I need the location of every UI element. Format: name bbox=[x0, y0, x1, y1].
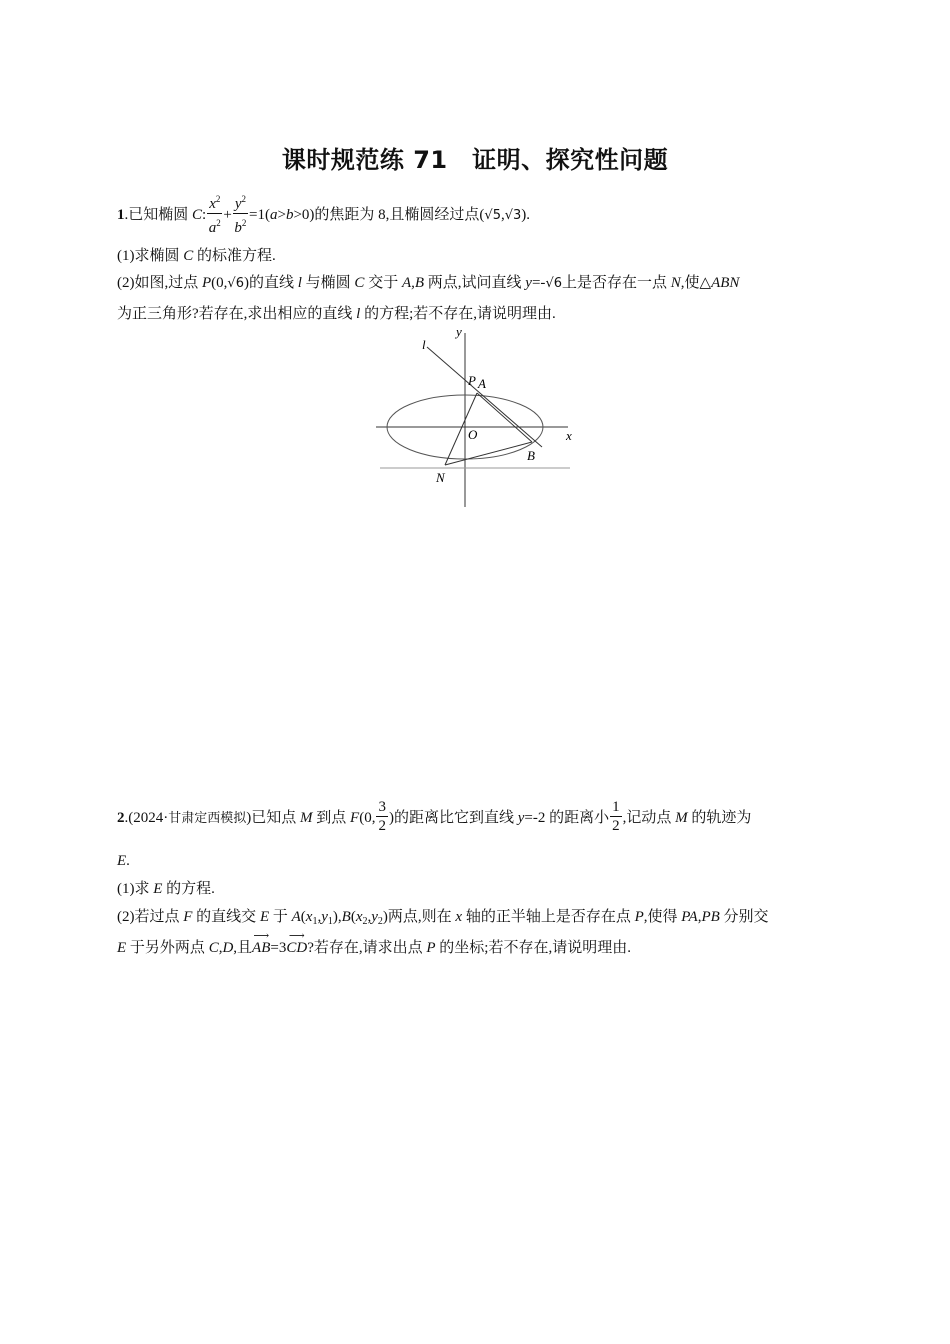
var-b: b bbox=[234, 220, 242, 236]
label-l: l bbox=[422, 337, 426, 352]
vector-CD bbox=[286, 930, 308, 958]
var-ABN: ABN bbox=[711, 275, 740, 291]
q1-part1-text: 的标准方程. bbox=[193, 248, 276, 264]
var-b: b bbox=[285, 206, 294, 223]
vector-label: AB bbox=[252, 940, 271, 956]
denominator: 2 bbox=[612, 818, 620, 834]
var-x: x bbox=[455, 909, 463, 925]
var-AB: A,B bbox=[401, 275, 425, 291]
sqrt6-glyph: √6 bbox=[545, 276, 562, 291]
var-PB: PB bbox=[701, 909, 720, 925]
exp-2: 2 bbox=[216, 218, 221, 228]
subscript: 1 bbox=[327, 916, 333, 927]
fraction-1-2 bbox=[610, 798, 622, 835]
var-N: N bbox=[670, 275, 681, 291]
label-y: y bbox=[456, 325, 462, 339]
label-O: O bbox=[468, 427, 478, 442]
var-C: C bbox=[192, 206, 203, 223]
q1-text: ). bbox=[521, 206, 531, 223]
fraction-x2-a2 bbox=[207, 190, 222, 237]
q2-part2-text: 的直线交 bbox=[192, 909, 260, 925]
q2-part2-text: 于另外两点 bbox=[126, 940, 209, 956]
exp-2: 2 bbox=[215, 194, 221, 204]
var-M: M bbox=[675, 809, 688, 826]
label-A: A bbox=[478, 376, 486, 391]
q2-text: =-2 的距离小 bbox=[524, 809, 610, 826]
q1-part2-text: ,使△ bbox=[680, 275, 712, 291]
var-CD: C,D bbox=[208, 940, 234, 956]
q1-part2-text: 与椭圆 bbox=[301, 275, 355, 291]
q2-source: 甘肃定西模拟 bbox=[168, 809, 247, 825]
subscript: 2 bbox=[377, 916, 383, 927]
q1-text: .已知椭圆 bbox=[124, 206, 193, 223]
var-y: y bbox=[371, 909, 378, 925]
var-x: x bbox=[305, 909, 313, 925]
q1-part2-text: 上是否存在一点 bbox=[562, 275, 671, 291]
numerator: 3 bbox=[378, 799, 386, 815]
var-y: y bbox=[517, 809, 525, 826]
numerator: 1 bbox=[612, 799, 620, 815]
q1-part2-text: )的直线 bbox=[243, 275, 298, 291]
q1-part2-text: 两点,试问直线 bbox=[424, 275, 526, 291]
q1-part2-cont bbox=[117, 304, 837, 324]
var-a: a bbox=[269, 206, 278, 223]
q2-part1 bbox=[117, 879, 837, 899]
colon: : bbox=[202, 206, 207, 223]
q2-part2-text: ,且 bbox=[233, 940, 253, 956]
q1-stem bbox=[117, 192, 837, 239]
var-E: E bbox=[259, 909, 270, 925]
var-C: C bbox=[354, 275, 365, 291]
q2-part2-text: =3 bbox=[270, 940, 287, 956]
q2-part1-text: (1)求 bbox=[117, 881, 154, 897]
label-x: x bbox=[566, 428, 572, 443]
equation-rhs: =1( bbox=[249, 206, 270, 223]
var-P: P bbox=[426, 940, 436, 956]
q2-part2-text: (2)若过点 bbox=[117, 909, 184, 925]
vector-arrow-icon: ⟶ bbox=[288, 930, 305, 942]
label-B: B bbox=[527, 448, 535, 463]
var-P: P bbox=[202, 275, 212, 291]
q2-stem bbox=[117, 800, 837, 837]
q2-stem-cont bbox=[117, 851, 837, 871]
exp-2: 2 bbox=[241, 194, 247, 204]
var-C: C bbox=[183, 248, 194, 264]
q2-text: 到点 bbox=[312, 809, 351, 826]
q2-text: 的轨迹为 bbox=[687, 809, 752, 826]
q2-part2-text: 于 bbox=[269, 909, 292, 925]
q1-part2-text: =- bbox=[531, 275, 546, 291]
q2-part2-text: ,使得 bbox=[643, 909, 682, 925]
q2-number: 2 bbox=[117, 809, 125, 826]
var-B: B bbox=[341, 909, 351, 925]
q2-part2-text: ?若存在,请求出点 bbox=[307, 940, 427, 956]
denominator: 2 bbox=[378, 818, 386, 834]
q2-text: .(2024· bbox=[124, 809, 169, 826]
var-A: A bbox=[291, 909, 301, 925]
var-y: y bbox=[525, 275, 532, 291]
var-E: E bbox=[153, 881, 163, 897]
var-E: E bbox=[117, 853, 127, 869]
subscript: 2 bbox=[362, 916, 368, 927]
var-F: F bbox=[183, 909, 193, 925]
gt-sign: > bbox=[277, 206, 286, 223]
var-l: l bbox=[297, 275, 302, 291]
q2-part2-text: 分别交 bbox=[719, 909, 769, 925]
subscript: 1 bbox=[312, 916, 318, 927]
vector-AB bbox=[252, 930, 271, 958]
comma: , bbox=[697, 909, 702, 925]
q2-part1-text: 的方程. bbox=[162, 881, 215, 897]
q2-part2: (2)若过点 F 的直线交 E 于 $A(x_1,y_1),B(x_2,y_2)$两点,则在 x 轴的正半轴上是否存在点 P,使得 PA,PB 分别交 bbox=[117, 909, 769, 927]
line-l bbox=[427, 347, 542, 447]
var-P: P bbox=[634, 909, 644, 925]
ellipse-diagram bbox=[370, 325, 590, 511]
segment-NB bbox=[445, 442, 532, 465]
q1-part1-text: (1)求椭圆 bbox=[117, 248, 184, 264]
q1-text: >0)的焦距为 8,且椭圆经过点( bbox=[293, 206, 485, 223]
exp-2: 2 bbox=[241, 218, 247, 228]
q2-text: . bbox=[126, 853, 130, 869]
sqrt3-glyph: √3 bbox=[504, 207, 522, 223]
sqrt5-glyph: √5 bbox=[484, 207, 501, 223]
page-title: 课时规范练 71 证明、探究性问题 bbox=[281, 146, 669, 174]
vector-arrow-icon: ⟶ bbox=[253, 930, 270, 942]
q1-part2-text: 的方程;若不存在,请说明理由. bbox=[360, 306, 556, 322]
q1-number: 1 bbox=[117, 206, 125, 223]
var-x: x bbox=[209, 196, 216, 212]
q2-part2-text: 的坐标;若不存在,请说明理由. bbox=[435, 940, 631, 956]
q2-part2-cont bbox=[117, 930, 837, 958]
q1-part2-text: (0, bbox=[211, 275, 228, 291]
q1-part1 bbox=[117, 246, 837, 266]
fraction-y2-b2 bbox=[233, 190, 248, 237]
q2-text: ,记动点 bbox=[622, 809, 676, 826]
label-N: N bbox=[436, 470, 445, 485]
q1-part2 bbox=[117, 273, 837, 294]
var-l: l bbox=[356, 306, 361, 322]
var-M: M bbox=[300, 809, 313, 826]
fraction-3-2 bbox=[376, 798, 388, 835]
q1-part2-text: (2)如图,过点 bbox=[117, 275, 202, 291]
var-PA: PA bbox=[681, 909, 698, 925]
var-x: x bbox=[355, 909, 363, 925]
comma: , bbox=[500, 206, 505, 223]
segment-AB bbox=[477, 393, 532, 442]
var-y: y bbox=[234, 196, 242, 212]
q1-part2-text: 为正三角形?若存在,求出相应的直线 bbox=[117, 306, 357, 322]
q2-part2-text: 两点,则在 bbox=[387, 909, 456, 925]
q2-part2-text: 轴的正半轴上是否存在点 bbox=[462, 909, 635, 925]
q2-text: )的距离比它到直线 bbox=[388, 809, 518, 826]
var-a: a bbox=[208, 220, 217, 236]
sqrt6-glyph: √6 bbox=[227, 276, 244, 291]
q2-text: (0, bbox=[359, 809, 376, 826]
var-F: F bbox=[350, 809, 360, 826]
vector-label: CD bbox=[286, 940, 308, 956]
q1-part2-text: 交于 bbox=[364, 275, 402, 291]
plus-sign: + bbox=[223, 206, 232, 223]
label-P: P bbox=[468, 373, 476, 388]
q2-text: )已知点 bbox=[246, 809, 301, 826]
var-y: y bbox=[321, 909, 328, 925]
var-E: E bbox=[117, 940, 127, 956]
